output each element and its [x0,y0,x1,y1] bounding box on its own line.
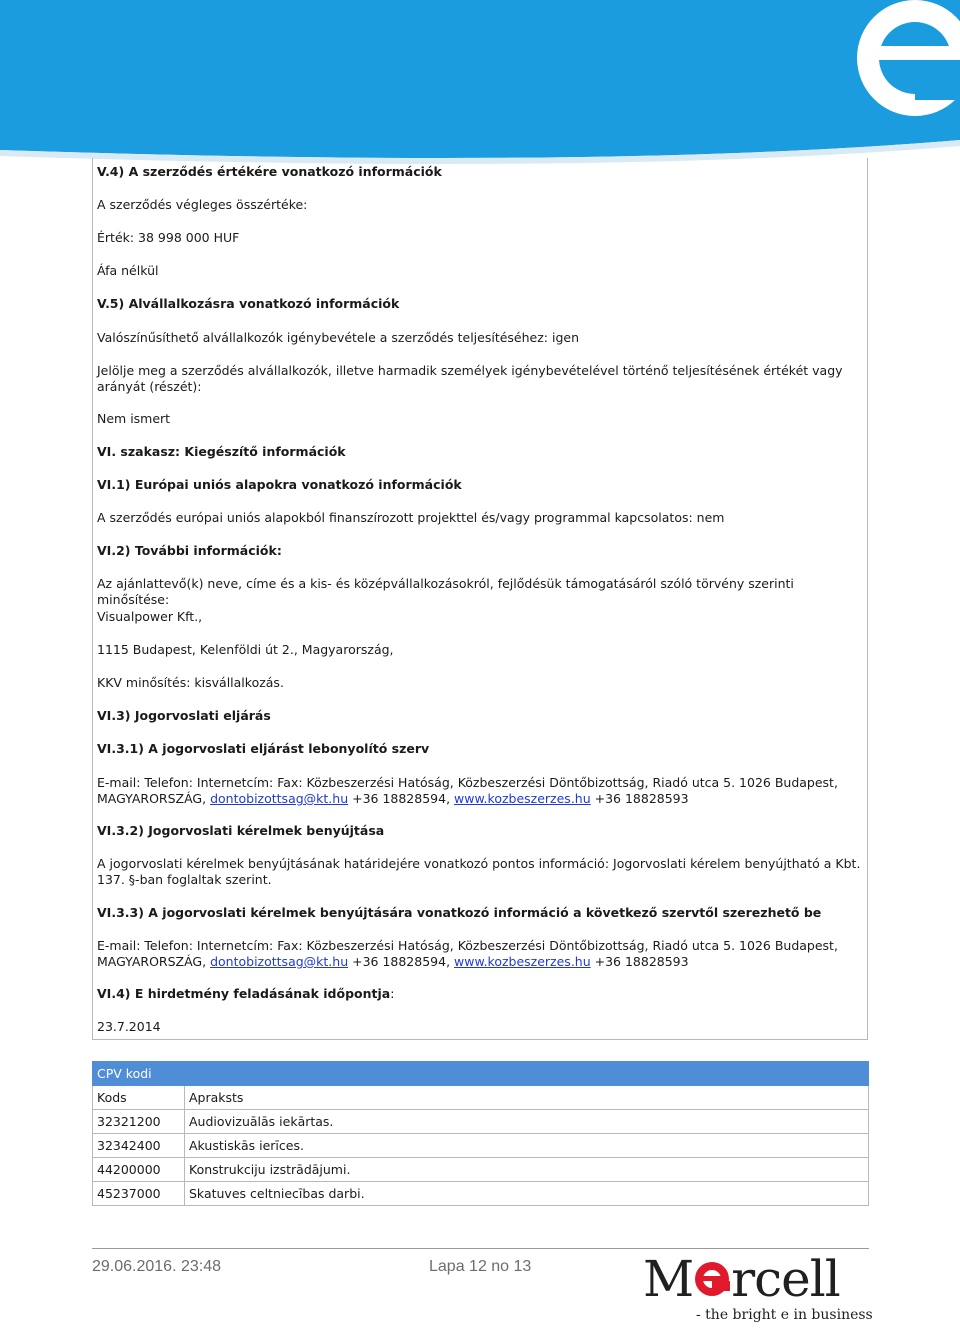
marcell-logo [643,1250,873,1328]
section-line: V.4) A szerződés értékére vonatkozó információk [97,164,442,179]
heading-vi4 [97,986,863,1002]
section-line: VI.2) További információk: [97,543,282,558]
phone-text: +36 18828594, [348,954,455,969]
logo-tagline: - the bright e in business [696,1307,873,1323]
cpv-description: Audiovizuālās iekārtas. [185,1110,869,1134]
section-line: VI.1) Európai uniós alapokra vonatkozó információk [97,477,462,492]
section-line: V.5) Alvállalkozásra vonatkozó információk [97,296,400,311]
footer-page-number: Lapa 12 no 13 [429,1258,532,1275]
section-line: Jelölje meg a szerződés alvállalkozók, illetve harmadik személyek igénybevételével történő teljesítésének értékét vagy arányát (részét): [97,363,843,394]
cpv-column-description: Apraksts [185,1086,869,1110]
logo-letters-rcell: rcell [731,1250,840,1308]
section-line: VI.3) Jogorvoslati eljárás [97,708,271,723]
cpv-description: Konstrukciju izstrādājumi. [185,1158,869,1182]
heading-vi33: VI.3.3) A jogorvoslati kérelmek benyújtására vonatkozó információ a következő szervtől szerezhető be [97,905,822,920]
section-line: Áfa nélkül [97,263,159,278]
section-line: 1115 Budapest, Kelenföldi út 2., Magyarország, [97,642,394,657]
cpv-table-row [93,1182,869,1206]
cpv-table-header-row [93,1086,869,1110]
logo-e-icon [694,1260,730,1298]
contact-block-2 [97,938,863,970]
contact-block-1 [97,775,863,807]
cpv-column-code: Kods [93,1086,185,1110]
heading-vi32: VI.3.2) Jogorvoslati kérelmek benyújtása [97,823,385,838]
cpv-code: 32321200 [93,1110,185,1134]
email-link[interactable]: dontobizottsag@kt.hu [210,954,349,969]
cpv-table-title-row [93,1062,869,1086]
fax-text: +36 18828593 [590,954,689,969]
header-banner [0,0,960,165]
footer-divider [92,1248,869,1249]
section-line: Az ajánlattevő(k) neve, címe és a kis- és középvállalkozásokról, fejlődésük támogatásáról szóló törvény szerinti minősítése: [97,576,794,607]
section-line: Valószínűsíthető alvállalkozók igénybevétele a szerződés teljesítéséhez: igen [97,330,580,345]
logo-letter-m: M [643,1250,694,1308]
cpv-table [92,1061,869,1206]
section-line: Nem ismert [97,411,171,426]
website-link[interactable]: www.kozbeszerzes.hu [454,791,591,806]
cpv-table-row [93,1134,869,1158]
section-line: Érték: 38 998 000 HUF [97,230,240,245]
date-sent: 23.7.2014 [97,1019,161,1034]
website-link[interactable]: www.kozbeszerzes.hu [454,954,591,969]
cpv-code: 32342400 [93,1134,185,1158]
email-link[interactable]: dontobizottsag@kt.hu [210,791,349,806]
cpv-table-row [93,1110,869,1134]
cpv-description: Akustiskās ierīces. [185,1134,869,1158]
contact-text: E-mail: Telefon: Internetcím: Fax: Közbeszerzési Hatóság, Közbeszerzési Döntőbizottság, Riadó utca 5. 1026 Budapest, MAGYARORSZÁG, [97,775,838,806]
cpv-table-title: CPV kodi [93,1062,869,1086]
contact-text: E-mail: Telefon: Internetcím: Fax: Közbeszerzési Hatóság, Közbeszerzési Döntőbizottság, Riadó utca 5. 1026 Budapest, MAGYARORSZÁG, [97,938,838,969]
cpv-code: 45237000 [93,1182,185,1206]
section-line: KKV minősítés: kisvállalkozás. [97,675,284,690]
cpv-table-row [93,1158,869,1182]
text-vi32: A jogorvoslati kérelmek benyújtásának határidejére vonatkozó pontos információ: Jogorvoslati kérelem benyújtható a Kbt. 137. §-ban foglaltak szerint. [97,856,861,887]
fax-text: +36 18828593 [590,791,689,806]
section-line: VI.3.1) A jogorvoslati eljárást lebonyolító szerv [97,741,430,756]
heading-vi4-text: VI.4) E hirdetmény feladásának időpontja [97,986,391,1001]
cpv-table-body [93,1110,869,1206]
section-line: A szerződés végleges összértéke: [97,197,308,212]
section-line: A szerződés európai uniós alapokból finanszírozott projekttel és/vagy programmal kapcsolatos: nem [97,510,725,525]
heading-vi4-colon: : [390,986,395,1001]
phone-text: +36 18828594, [348,791,455,806]
cpv-code: 44200000 [93,1158,185,1182]
section-line: Visualpower Kft., [97,609,203,624]
cpv-description: Skatuves celtniecības darbi. [185,1182,869,1206]
logo-wordmark [643,1250,840,1308]
footer-timestamp: 29.06.2016. 23:48 [92,1258,222,1275]
section-line: VI. szakasz: Kiegészítő információk [97,444,346,459]
